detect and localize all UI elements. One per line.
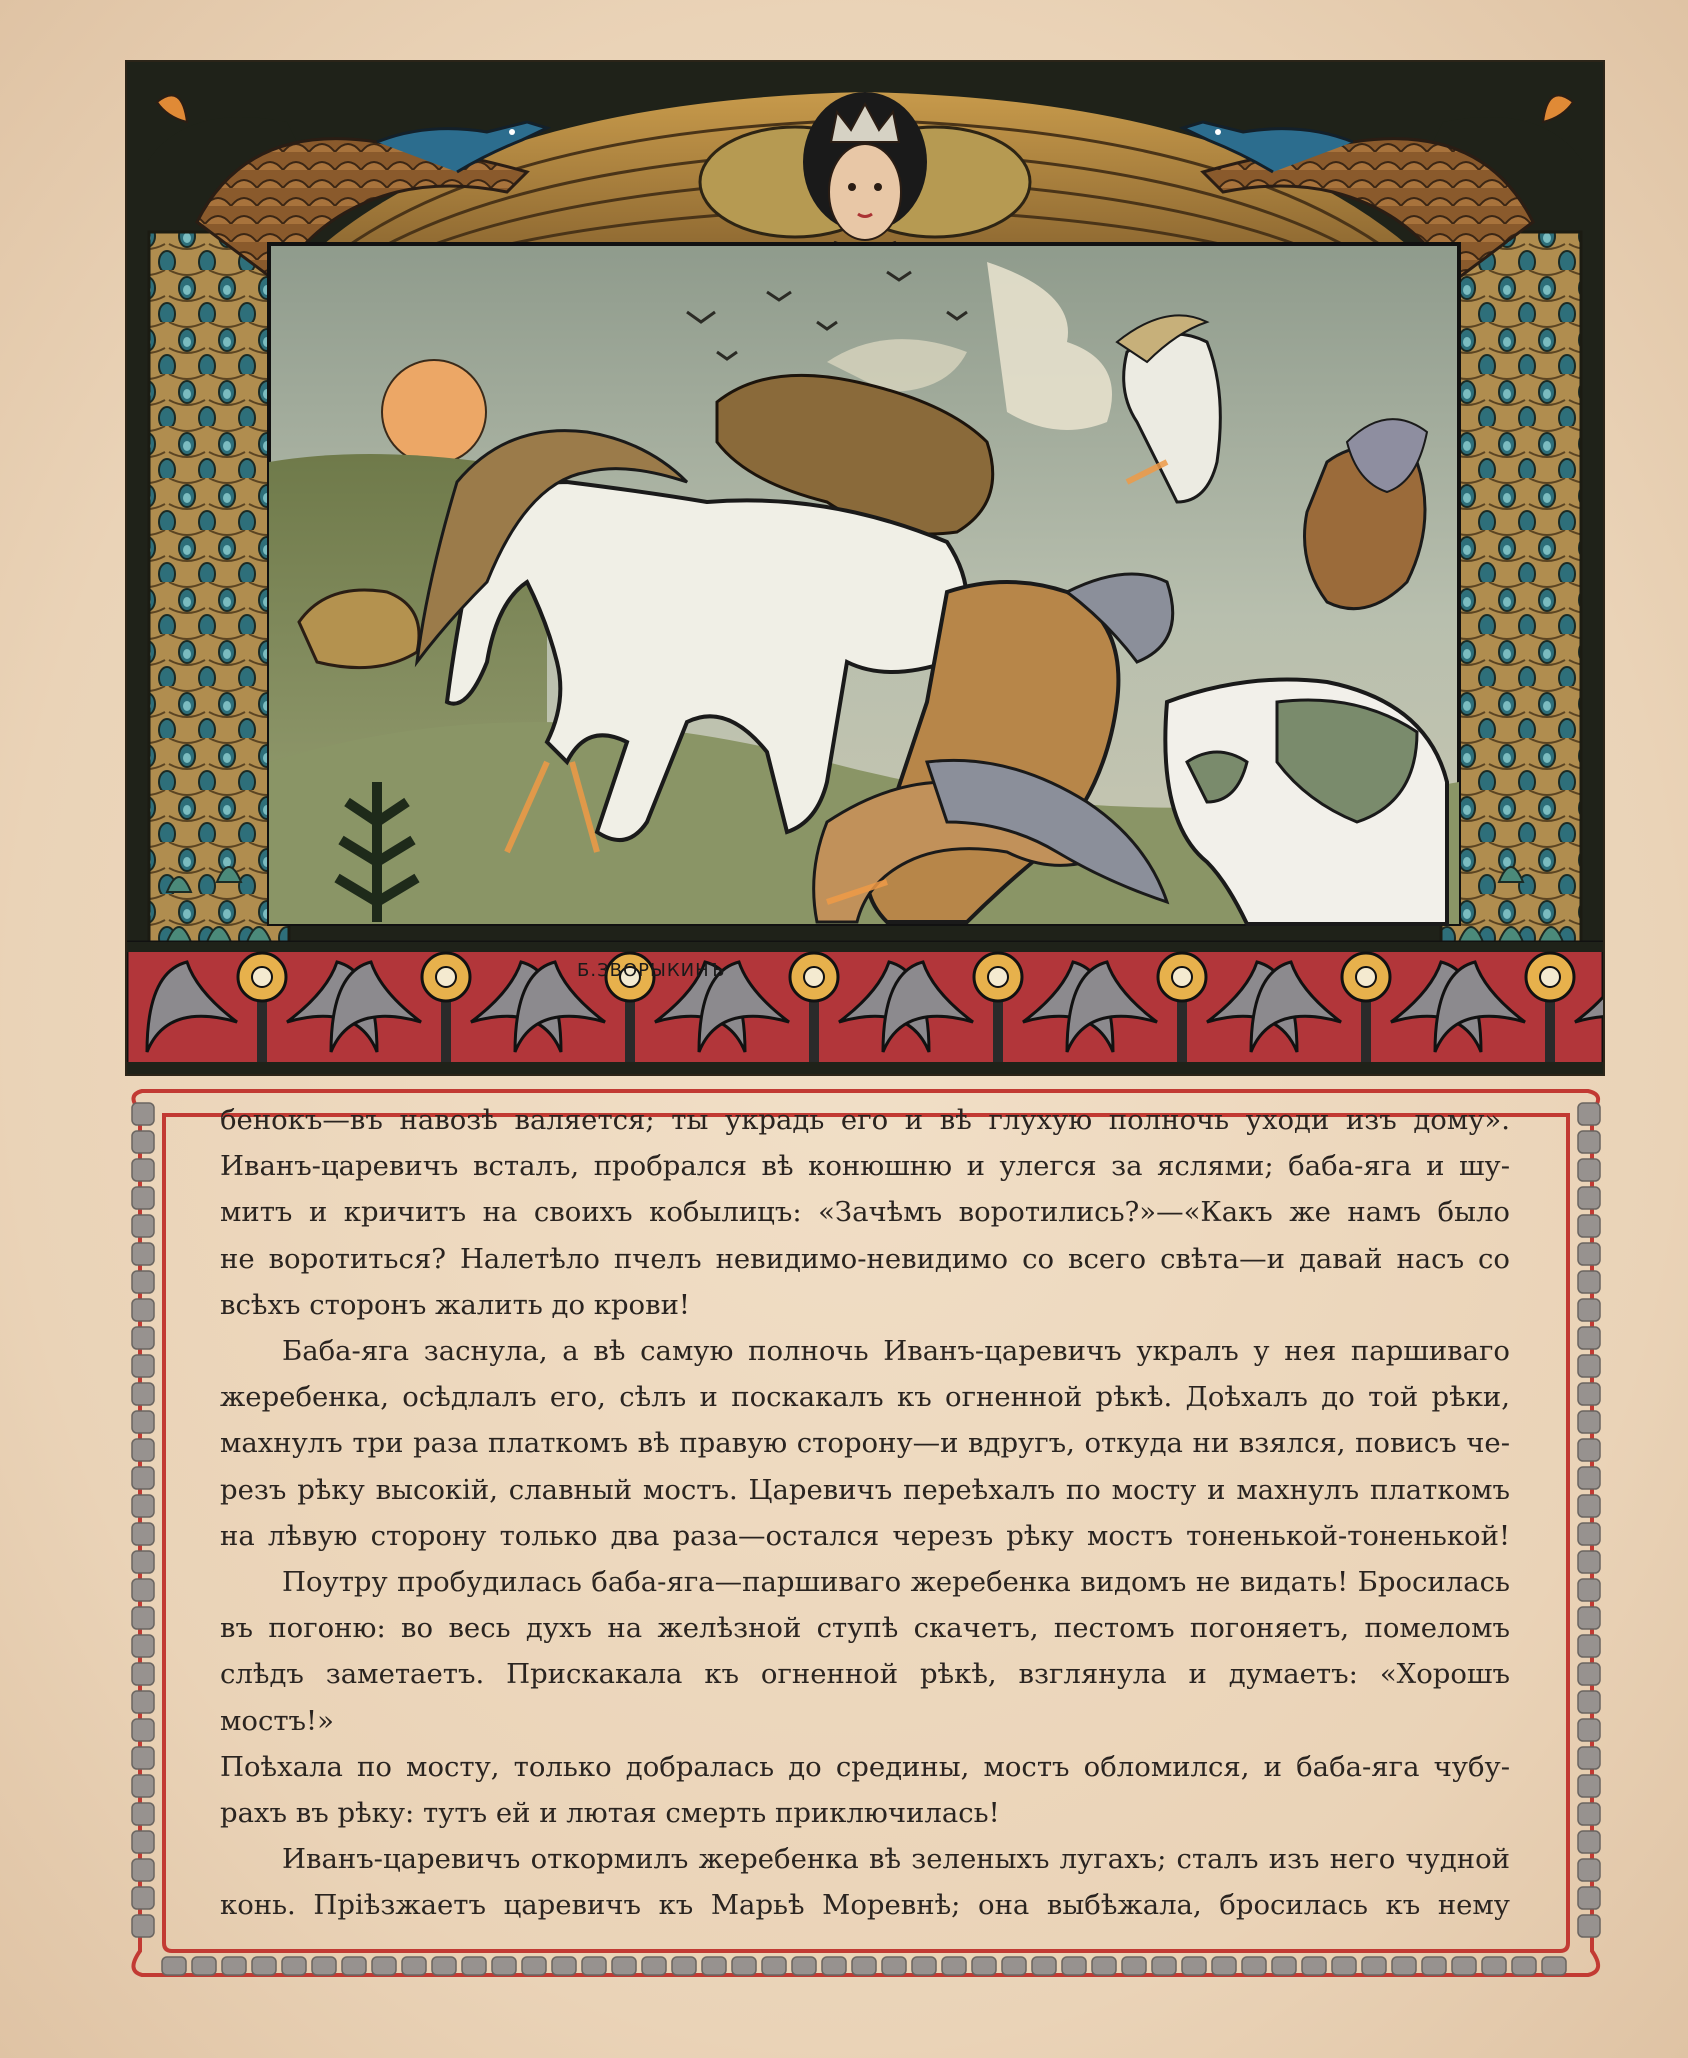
text-line: митъ и кричитъ на своихъ кобылицъ: «Зачѣмъ воротились?»—«Какъ же намъ было: [220, 1196, 1510, 1229]
flower-border-band: [127, 942, 1603, 1074]
text-line: бенокъ—въ навозѣ валяется; ты украдь его и вѣ глухую полночь уходи изъ дому».: [220, 1104, 1510, 1136]
text-line: всѣхъ сторонъ жалить до крови!: [220, 1288, 690, 1321]
brick-border: [132, 1103, 154, 1937]
text-line: махнулъ три раза платкомъ вѣ правую сторону—и вдругъ, откуда ни взялся, повисъ че-: [220, 1427, 1510, 1460]
text-line: Поѣхала по мосту, только добралась до средины, мостъ обломился, и баба-яга чубу-: [220, 1750, 1510, 1783]
text-line: Иванъ-царевичъ откормилъ жеребенка вѣ зеленыхъ лугахъ; сталъ изъ него чудной: [282, 1843, 1510, 1876]
text-line: конь. Пріѣзжаетъ царевичъ къ Марьѣ Моревнѣ; она выбѣжала, бросилась къ нему: [220, 1889, 1510, 1922]
horse-scene: [269, 244, 1459, 924]
artist-signature: Б.ЗВОРЫКИНЪ: [577, 960, 726, 981]
text-line: резъ рѣку высокій, славный мостъ. Царевичъ переѣхалъ по мосту и махнулъ платкомъ: [220, 1473, 1510, 1506]
text-line: Баба-яга заснула, а вѣ самую полночь Иванъ-царевичъ укралъ у нея паршиваго: [282, 1335, 1510, 1368]
setting-sun: [382, 360, 486, 464]
text-line: Иванъ-царевичъ всталъ, пробрался вѣ конюшню и улегся за яслями; баба-яга и шу-: [220, 1150, 1510, 1183]
story-text: [220, 1097, 1510, 1922]
text-line: рахъ въ рѣку: тутъ ей и лютая смерть приключилась!: [220, 1797, 1000, 1830]
text-line: не воротиться? Налетѣло пчелъ невидимо-невидимо со всего свѣта—и давай насъ со: [220, 1242, 1510, 1275]
text-line: на лѣвую сторону только два раза—остался черезъ рѣку мостъ тоненькой-тоненькой!: [220, 1519, 1510, 1552]
text-line: въ погоню: во весь духъ на желѣзной ступѣ скачетъ, пестомъ погоняетъ, помеломъ: [220, 1612, 1510, 1645]
text-line: слѣдъ заметаетъ. Прискакала къ огненной рѣкѣ, взглянула и думаетъ: «Хорошъ мостъ!»: [220, 1658, 1510, 1737]
illustration-art: [127, 62, 1603, 1074]
text-line: жеребенка, осѣдлалъ его, сѣлъ и поскакалъ къ огненной рѣкѣ. Доѣхалъ до той рѣки,: [220, 1381, 1510, 1414]
text-line: Поутру пробудилась баба-яга—паршиваго жеребенка видомъ не видать! Бросилась: [282, 1566, 1510, 1599]
illustration-plate: [127, 62, 1603, 1074]
